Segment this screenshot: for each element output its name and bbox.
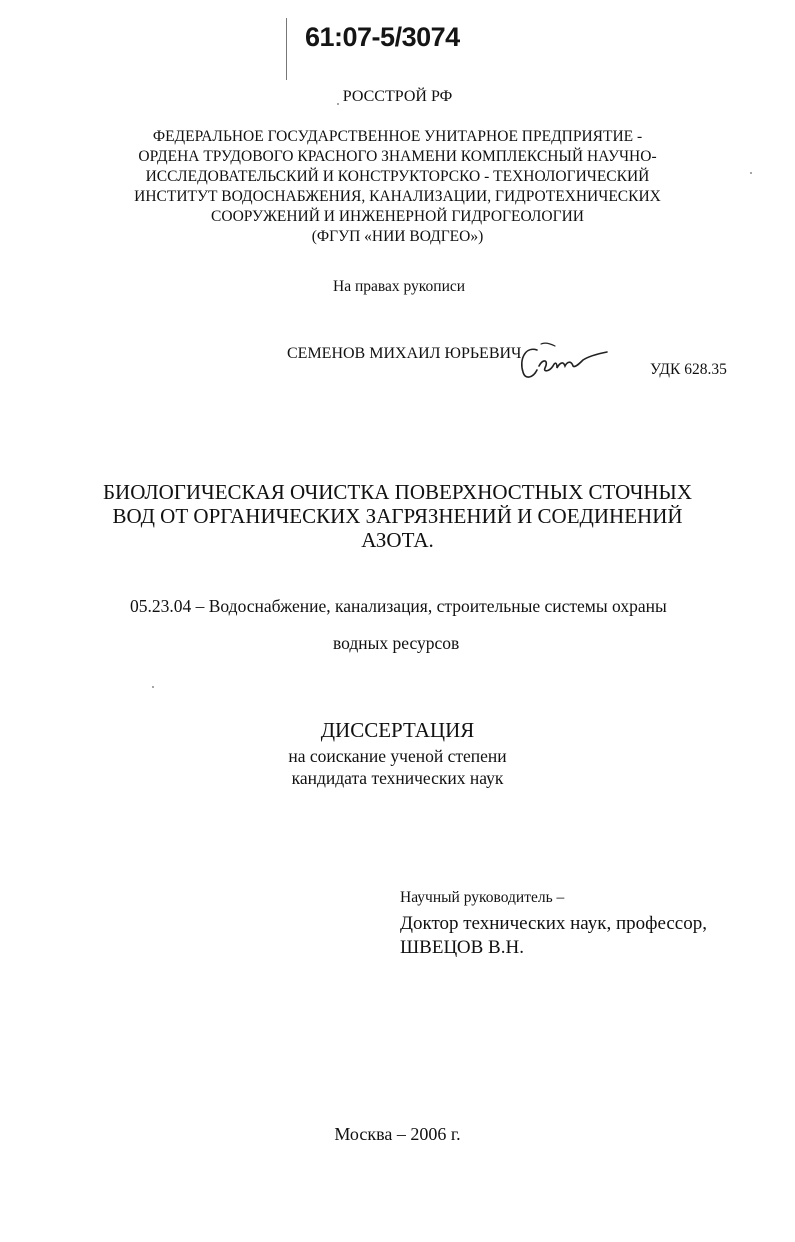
udk-code: УДК 628.35	[650, 361, 727, 378]
author-signature-icon	[515, 338, 610, 386]
title-line: АЗОТА.	[361, 528, 434, 552]
specialty-line-continued: водных ресурсов	[333, 633, 460, 653]
advisor-name: ШВЕЦОВ В.Н.	[400, 937, 524, 958]
advisor-label: Научный руководитель –	[400, 889, 565, 906]
agency-heading: РОССТРОЙ РФ	[342, 88, 453, 105]
organization-line: СООРУЖЕНИЙ И ИНЖЕНЕРНОЙ ГИДРОГЕОЛОГИИ	[211, 208, 584, 225]
organization-line: ИНСТИТУТ ВОДОСНАБЖЕНИЯ, КАНАЛИЗАЦИИ, ГИДРОТЕХНИЧЕСКИХ	[134, 188, 661, 205]
specialty-line: 05.23.04 – Водоснабжение, канализация, строительные системы охраны	[130, 596, 667, 616]
scan-speck	[152, 686, 154, 688]
margin-line	[286, 18, 287, 80]
manuscript-note: На правах рукописи	[333, 278, 466, 295]
organization-block	[0, 127, 795, 247]
organization-line: ФЕДЕРАЛЬНОЕ ГОСУДАРСТВЕННОЕ УНИТАРНОЕ ПРЕДПРИЯТИЕ -	[152, 128, 643, 145]
title-line: ВОД ОТ ОРГАНИЧЕСКИХ ЗАГРЯЗНЕНИЙ И СОЕДИНЕНИЙ	[112, 504, 683, 528]
place-and-year: Москва – 2006 г.	[334, 1124, 461, 1144]
scan-speck	[750, 172, 752, 174]
library-stamp-number: 61:07-5/3074	[305, 22, 460, 52]
organization-line: ОРДЕНА ТРУДОВОГО КРАСНОГО ЗНАМЕНИ КОМПЛЕКСНЫЙ НАУЧНО-	[138, 148, 657, 165]
scan-speck	[337, 103, 339, 105]
advisor-degree: Доктор технических наук, профессор,	[400, 913, 707, 934]
title-line: БИОЛОГИЧЕСКАЯ ОЧИСТКА ПОВЕРХНОСТНЫХ СТОЧНЫХ	[102, 480, 692, 504]
author-name: СЕМЕНОВ МИХАИЛ ЮРЬЕВИЧ	[287, 345, 522, 362]
organization-line: ИССЛЕДОВАТЕЛЬСКИЙ И КОНСТРУКТОРСКО - ТЕХНОЛОГИЧЕСКИЙ	[145, 168, 650, 185]
degree-line: на соискание ученой степени	[288, 746, 507, 766]
document-type: ДИССЕРТАЦИЯ	[320, 718, 475, 742]
degree-purpose	[0, 745, 795, 789]
dissertation-title	[0, 480, 795, 552]
advisor-details	[400, 912, 707, 960]
degree-line: кандидата технических наук	[291, 768, 504, 788]
organization-line: (ФГУП «НИИ ВОДГЕО»)	[311, 228, 484, 245]
